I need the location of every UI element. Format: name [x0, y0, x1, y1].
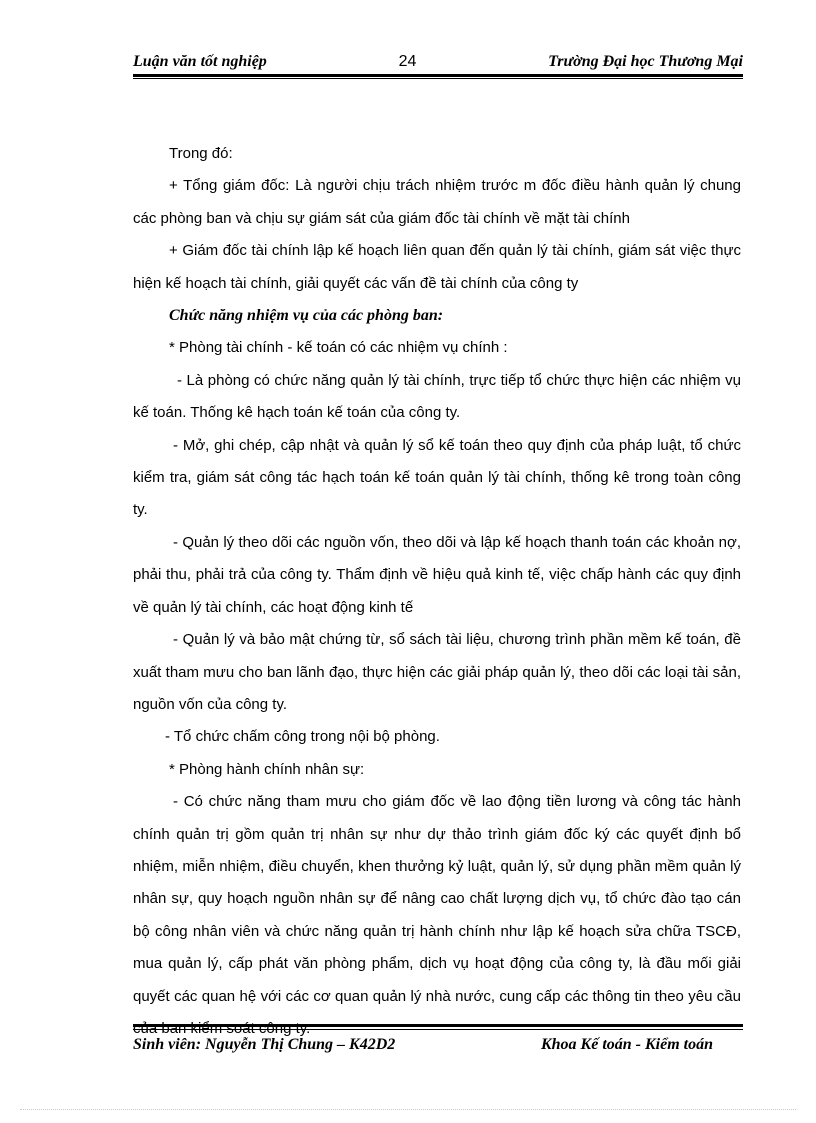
page-footer: [133, 1034, 713, 1056]
page-header: [133, 50, 743, 74]
paragraph-intro: Trong đó:: [169, 145, 233, 162]
paragraph-finance-duty-1: - Là phòng có chức năng quản lý tài chính, trực tiếp tổ chức thực hiện các nhiệm vụ kế toán. Thống kê hạch toán kế toán của công ty.: [133, 371, 741, 422]
paragraph-finance-duty-5: - Tổ chức chấm công trong nội bộ phòng.: [165, 728, 440, 746]
faculty-name: Khoa Kế toán - Kiểm toán: [540, 1036, 713, 1053]
paragraph-finance-duty-3: - Quản lý theo dõi các nguồn vốn, theo dõi và lập kế hoạch thanh toán các khoản nợ, phải thu, phải trả của công ty. Thẩm định về hiệu quả kinh tế, việc chấp hành các quy định về quản lý tài chính, các hoạt động kinh tế: [133, 533, 741, 616]
page-body: [133, 138, 741, 1045]
footer-rule-thin: [133, 1029, 743, 1030]
page-number: 24: [398, 53, 417, 70]
page-edge-divider: [20, 1109, 796, 1110]
student-name: Sinh viên: Nguyễn Thị Chung – K42D2: [133, 1036, 396, 1053]
section-heading: Chức năng nhiệm vụ của các phòng ban:: [169, 307, 444, 325]
paragraph-hr-dept: * Phòng hành chính nhân sự:: [169, 760, 365, 778]
paragraph-finance-duty-2: - Mở, ghi chép, cập nhật và quản lý sổ kế toán theo quy định của pháp luật, tổ chức kiểm tra, giám sát công tác hạch toán kế toán quản lý tài chính, thống kê trong toàn công ty.: [133, 436, 741, 519]
paragraph-cfo: + Giám đốc tài chính lập kế hoạch liên quan đến quản lý tài chính, giám sát việc thực hiện kế hoạch tài chính, giải quyết các vấn đề tài chính của công ty: [133, 242, 741, 292]
header-rule-thick: [133, 74, 743, 77]
paragraph-finance-dept: * Phòng tài chính - kế toán có các nhiệm vụ chính :: [169, 339, 508, 357]
university-name: Trường Đại học Thương Mại: [548, 53, 743, 70]
header-rule-thin: [133, 78, 743, 79]
paragraph-ceo: + Tổng giám đốc: Là người chịu trách nhiệm trước m đốc điều hành quản lý chung các phòng ban và chịu sự giám sát của giám đốc tài chính về mặt tài chính: [133, 177, 741, 227]
thesis-title: Luận văn tốt nghiệp: [133, 53, 267, 70]
footer-rule-thick: [133, 1024, 743, 1027]
paragraph-hr-duty-1: - Có chức năng tham mưu cho giám đốc về lao động tiền lương và công tác hành chính quản trị gồm quản trị nhân sự như dự thảo trình giám đốc ký các quyết định bổ nhiệm, miễn nhiệm, điều chuyển, khen thưởng kỷ luật, quản lý, sử dụng phần mềm quản lý nhân sự, quy hoạch nguồn nhân sự để nâng cao chất lượng dịch vụ, tổ chức đào tạo cán bộ công nhân viên và chức năng quản trị hành chính như lập kế hoạch sửa chữa TSCĐ, mua quản lý, cấp phát văn phòng phẩm, dịch vụ hoạt động của công ty, là đầu mối giải quyết các quan hệ với các cơ quan quản lý nhà nước, cung cấp các thông tin theo yêu cầu: [133, 793, 741, 1005]
paragraph-finance-duty-4: - Quản lý và bảo mật chứng từ, sổ sách tài liệu, chương trình phần mềm kế toán, đề xuất tham mưu cho ban lãnh đạo, thực hiện các giải pháp quản lý, theo dõi các loại tài sản, nguồn vốn của công ty.: [133, 631, 741, 713]
